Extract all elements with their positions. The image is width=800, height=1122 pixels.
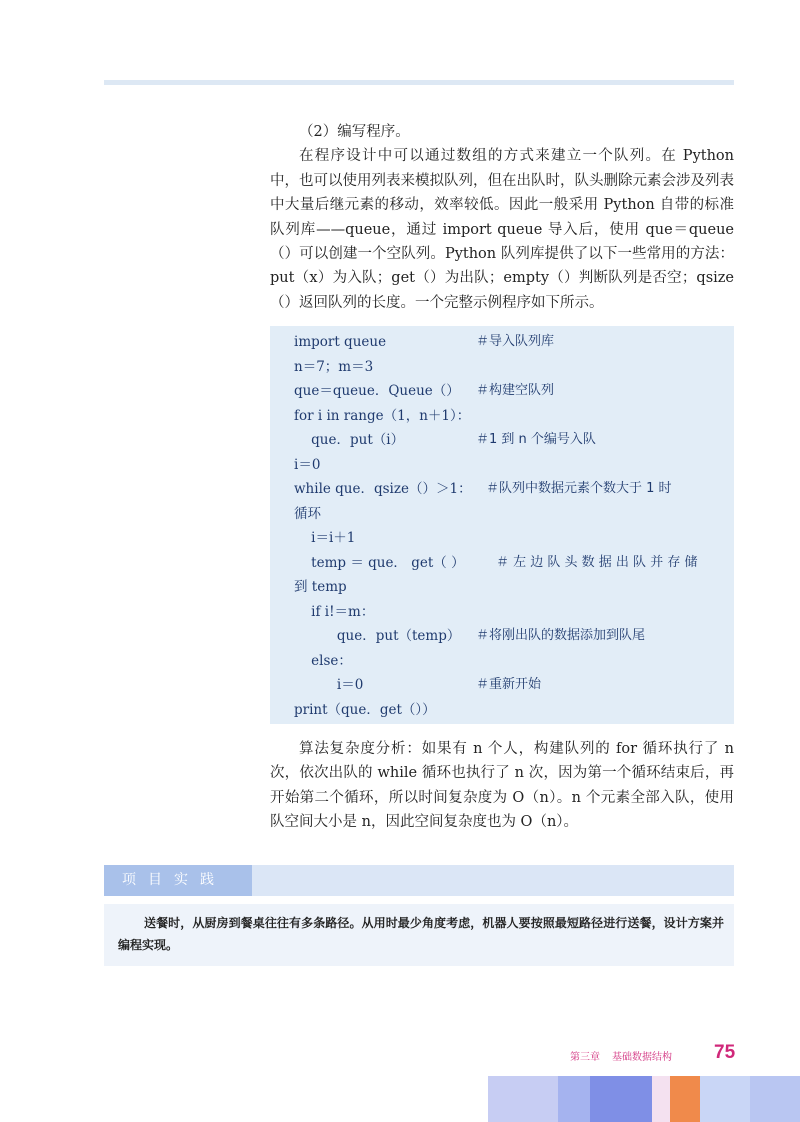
- stripe: [652, 1076, 670, 1122]
- code-line: [294, 698, 714, 723]
- decorative-stripes: [488, 1076, 800, 1122]
- code-line: [294, 673, 714, 698]
- code-comment: ＃1 到 n 个编号入队: [476, 432, 596, 447]
- code-text: if i!＝m：: [294, 603, 375, 620]
- project-title: 项目实践: [104, 865, 252, 896]
- stripe: [558, 1076, 590, 1122]
- code-line: [294, 551, 714, 576]
- code-text: for i in range（1，n＋1）：: [294, 407, 471, 424]
- page-number: 75: [714, 1042, 736, 1063]
- code-text: i＝0: [294, 677, 364, 693]
- code-line: [294, 477, 714, 502]
- code-comment: ＃队列中数据元素个数大于 1 时: [486, 481, 672, 496]
- code-text: i＝i＋1: [294, 530, 356, 546]
- code-line: [294, 624, 714, 649]
- code-text: print（que．get（））: [294, 701, 436, 718]
- code-text: while que．qsize（）＞1：: [294, 481, 472, 497]
- chapter-number: 第三章: [570, 1052, 600, 1063]
- project-text-block: [118, 912, 724, 956]
- code-text: 到 temp: [294, 579, 347, 595]
- code-line: [294, 355, 714, 380]
- code-listing: [270, 326, 734, 724]
- code-comment: ＃构建空队列: [476, 383, 555, 398]
- code-text: i＝0: [294, 456, 321, 473]
- code-text: que．put（i）: [294, 432, 405, 448]
- code-line: [294, 502, 714, 527]
- code-text: n＝7；m＝3: [294, 358, 374, 375]
- intro-section: [270, 120, 734, 315]
- project-text: 送餐时，从厨房到餐桌往往有多条路径。从用时最少角度考虑，机器人要按照最短路径进行送餐，设计方案并编程实现。: [118, 916, 724, 952]
- code-text: que．put（temp）: [294, 628, 461, 644]
- code-line: [294, 526, 714, 551]
- stripe: [488, 1076, 558, 1122]
- step-heading: （2）编写程序。: [299, 124, 410, 140]
- top-divider: [104, 80, 734, 85]
- code-comment: ＃导入队列库: [476, 334, 555, 349]
- stripe: [670, 1076, 700, 1122]
- chapter-title: 基础数据结构: [612, 1052, 672, 1063]
- code-line: [294, 330, 714, 355]
- code-text: import queue: [294, 334, 387, 350]
- code-comment: ＃将刚出队的数据添加到队尾: [476, 628, 646, 643]
- code-text: 循环: [294, 505, 321, 522]
- code-line: [294, 600, 714, 625]
- code-text: temp ＝ que． get（ ）: [294, 554, 465, 571]
- code-line: [294, 575, 714, 600]
- stripe: [590, 1076, 652, 1122]
- stripe: [750, 1076, 800, 1122]
- code-text: else：: [294, 652, 352, 669]
- code-comment: ＃重新开始: [476, 677, 542, 692]
- code-line: [294, 379, 714, 404]
- analysis-section: [270, 737, 734, 835]
- analysis-paragraph: 算法复杂度分析：如果有 n 个人，构建队列的 for 循环执行了 n 次，依次出队的 while 循环也执行了 n 次，因为第一个循环结束后，再开始第二个循环，所以时间复杂度为 O（n）。n 个元素全部入队，使用队空间大小是 n，因此空间复杂度也为 O（n）。: [270, 741, 734, 831]
- code-line: [294, 404, 714, 429]
- footer-chapter: [570, 1048, 672, 1063]
- code-line: [294, 428, 714, 453]
- code-text: que＝queue．Queue（）: [294, 383, 460, 399]
- code-line: [294, 649, 714, 674]
- code-line: [294, 453, 714, 478]
- intro-paragraph: 在程序设计中可以通过数组的方式来建立一个队列。在 Python 中，也可以使用列表来模拟队列，但在出队时，队头删除元素会涉及列表中大量后继元素的移动，效率较低。因此一般采用 Python 自带的标准队列库——queue，通过 import queue 导入后，使用 que＝queue（）可以创建一个空队列。Python 队列库提供了以下一些常用的方法：put（x）为入队；get（）为出队；empty（）判断队列是否空；qsize（）返回队列的长度。一个完整示例程序如下所示。: [270, 148, 734, 311]
- stripe: [700, 1076, 750, 1122]
- code-comment: ＃ 左 边 队 头 数 据 出 队 并 存 储: [496, 554, 698, 570]
